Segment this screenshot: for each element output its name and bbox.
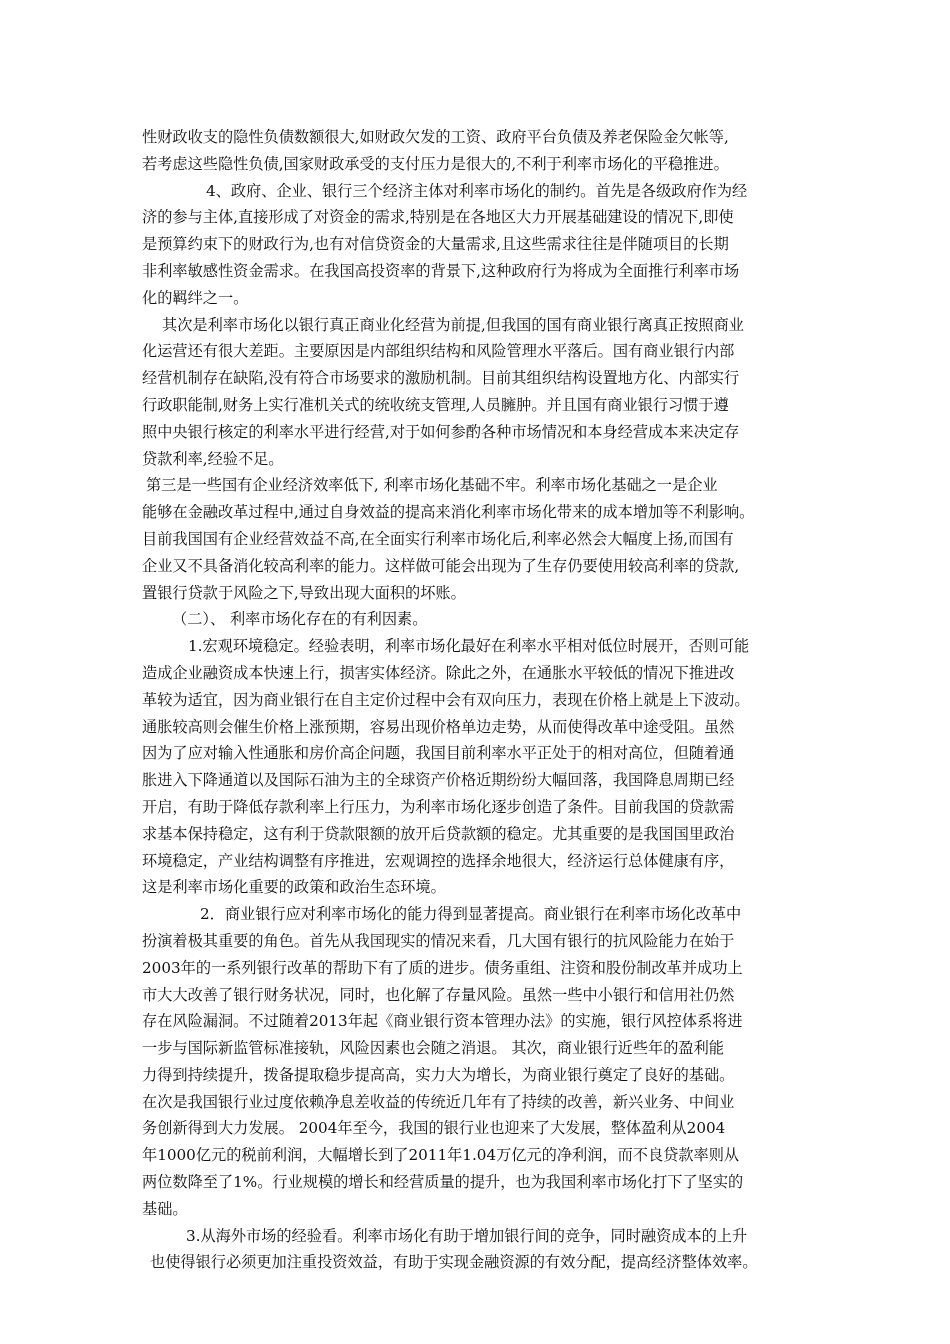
text-line: 企业又不具备消化较高利率的能力。这样做可能会出现为了生存仍要使用较高利率的贷款, <box>142 556 740 575</box>
text-line: 这是利率市场化重要的政策和政治生态环境。 <box>142 878 446 897</box>
text-line: 通胀较高则会催生价格上涨预期，容易出现价格单边走势，从而使得改革中途受阻。虽然 <box>142 717 735 736</box>
text-line: 化运营还有很大差距。主要原因是内部组织结构和风险管理水平落后。国有商业银行内部 <box>142 342 735 361</box>
text-line: 也使得银行必须更加注重投资效益，有助于实现金融资源的有效分配，提高经济整体效率。 <box>150 1253 758 1272</box>
text-line: 胀进入下降通道以及国际石油为主的全球资产价格近期纷纷大幅回落，我国降息周期已经 <box>142 771 735 790</box>
text-line: 4、政府、企业、银行三个经济主体对利率市场化的制约。首先是各级政府作为经 <box>206 181 748 200</box>
text-line: 环境稳定，产业结构调整有序推进，宏观调控的选择余地很大，经济运行总体健康有序， <box>142 851 735 870</box>
text-line: 务创新得到大力发展。 2004年至今，我国的银行业也迎来了大发展，整体盈利从2004 <box>142 1119 726 1138</box>
text-line: 造成企业融资成本快速上行，损害实体经济。除此之外，在通胀水平较低的情况下推进改 <box>142 663 735 682</box>
text-line: （二）、 利率市场化存在的有利因素。 <box>172 610 428 629</box>
text-line: 能够在金融改革过程中,通过自身效益的提高来消化利率市场化带来的成本增加等不利影响。 <box>142 503 755 522</box>
text-line: 济的参与主体,直接形成了对资金的需求,特别是在各地区大力开展基础建设的情况下,即使 <box>142 208 734 227</box>
text-line: 第三是一些国有企业经济效率低下, 利率市场化基础不牢。利率市场化基础之一是企业 <box>146 476 718 495</box>
text-line: 贷款利率,经验不足。 <box>142 449 284 468</box>
text-line: 两位数降至了1%。行业规模的增长和经营质量的提升，也为我国利率市场化打下了坚实的 <box>142 1173 744 1192</box>
document-body <box>142 124 820 1276</box>
text-line: 在次是我国银行业过度依赖净息差收益的传统近几年有了持续的改善，新兴业务、中间业 <box>142 1092 735 1111</box>
text-line: 革较为适宜，因为商业银行在自主定价过程中会有双向压力，表现在价格上就是上下波动。 <box>142 690 750 709</box>
text-line: 经营机制存在缺陷,没有符合市场要求的激励机制。目前其组织结构设置地方化、内部实行 <box>142 369 740 388</box>
text-line: 性财政收支的隐性负债数额很大,如财政欠发的工资、政府平台负债及养老保险金欠帐等, <box>142 128 729 146</box>
text-line: 非利率敏感性资金需求。在我国高投资率的背景下,这种政府行为将成为全面推行利率市场 <box>142 261 740 280</box>
text-line: 其次是利率市场化以银行真正商业化经营为前提,但我国的国有商业银行离真正按照商业 <box>162 315 744 334</box>
text-line: 置银行贷款于风险之下,导致出现大面积的坏账。 <box>142 583 466 602</box>
text-line: 若考虑这些隐性负债,国家财政承受的支付压力是很大的,不利于利率市场化的平稳推进。 <box>142 154 729 173</box>
text-line: 行政职能制,财务上实行准机关式的统收统支管理,人员臃肿。并且国有商业银行习惯于遵 <box>142 395 729 414</box>
text-line: 因为了应对输入性通胀和房价高企问题，我国目前利率水平正处于的相对高位，但随着通 <box>142 744 735 763</box>
text-line: 2003年的一系列银行改革的帮助下有了质的进步。债务重组、注资和股份制改革并成功上 <box>142 958 743 977</box>
text-line: 力得到持续提升，拨备提取稳步提高高，实力大为增长，为商业银行奠定了良好的基础。 <box>142 1065 735 1084</box>
text-line: 2．商业银行应对利率市场化的能力得到显著提高。商业银行在利率市场化改革中 <box>200 905 742 924</box>
text-line: 年1000亿元的税前利润，大幅增长到了2011年1.04万亿元的净利润，而不良贷款率则从 <box>142 1146 740 1165</box>
text-line: 3.从海外市场的经验看。利率市场化有助于增加银行间的竞争，同时融资成本的上升 <box>186 1226 748 1245</box>
text-line: 求基本保持稳定，这有利于贷款限额的放开后贷款额的稳定。尤其重要的是我国国里政治 <box>142 824 735 843</box>
text-line: 1.宏观环境稳定。经验表明，利率市场化最好在利率水平相对低位时展开，否则可能 <box>188 637 750 656</box>
text-line: 存在风险漏洞。不过随着2013年起《商业银行资本管理办法》的实施，银行风控体系将进 <box>142 1012 743 1031</box>
text-line: 开启，有助于降低存款利率上行压力，为利率市场化逐步创造了条件。目前我国的贷款需 <box>142 797 735 816</box>
text-line: 一步与国际新监管标准接轨，风险因素也会随之消退。 其次，商业银行近些年的盈利能 <box>142 1039 724 1058</box>
text-line: 基础。 <box>142 1199 188 1218</box>
text-line: 扮演着极其重要的角色。首先从我国现实的情况来看，几大国有银行的抗风险能力在始于 <box>142 931 735 950</box>
text-line: 是预算约束下的财政行为,也有对信贷资金的大量需求,且这些需求往往是伴随项目的长期 <box>142 235 729 254</box>
text-line: 市大大改善了银行财务状况，同时，也化解了存量风险。虽然一些中小银行和信用社仍然 <box>142 985 735 1004</box>
text-line: 目前我国国有企业经营效益不高,在全面实行利率市场化后,利率必然会大幅度上扬,而国有 <box>142 529 734 548</box>
text-line: 化的羁绊之一。 <box>142 288 249 307</box>
text-line: 照中央银行核定的利率水平进行经营,对于如何参酌各种市场情况和本身经营成本来决定存 <box>142 422 740 441</box>
